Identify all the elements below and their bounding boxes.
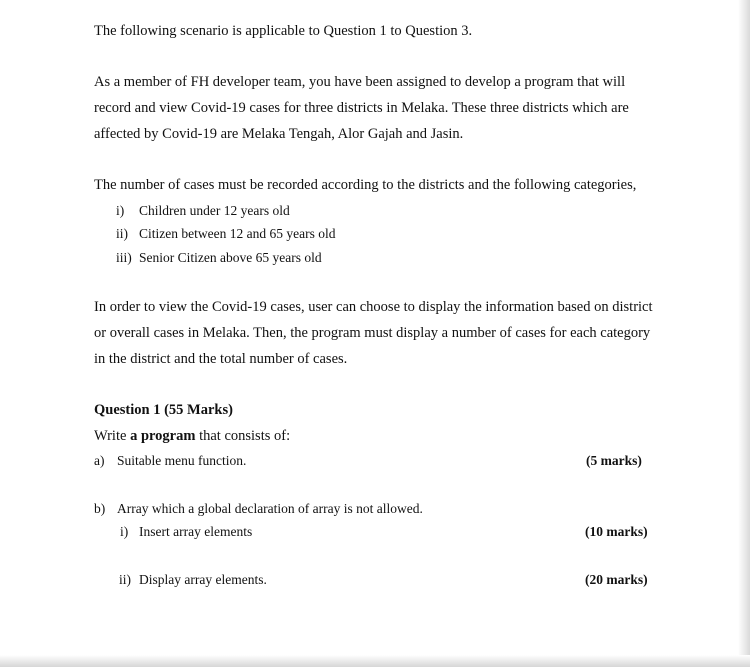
category-1-num: i) bbox=[116, 203, 125, 218]
item-b-num: b) bbox=[94, 501, 106, 516]
item-a-num: a) bbox=[94, 453, 105, 468]
item-b-ii-num: ii) bbox=[119, 572, 131, 587]
item-a-marks: (5 marks) bbox=[586, 453, 642, 468]
para3-line-2: or overall cases in Melaka. Then, the program must display a number of cases for each category bbox=[94, 325, 651, 341]
para3-line-3: in the district and the total number of cases. bbox=[94, 351, 348, 367]
question-title: Question 1 (55 Marks) bbox=[94, 402, 233, 418]
para1-line-3: affected by Covid-19 are Melaka Tengah, Alor Gajah and Jasin. bbox=[94, 126, 464, 142]
page-shadow-bottom bbox=[0, 655, 750, 667]
item-b-i-num: i) bbox=[120, 524, 129, 539]
page-shadow-right bbox=[738, 0, 750, 667]
item-b-ii-marks: (20 marks) bbox=[585, 572, 648, 587]
question-lead-pre: Write bbox=[94, 428, 131, 444]
item-b-i-text: Insert array elements bbox=[139, 524, 253, 539]
question-lead-bold: a program bbox=[130, 428, 196, 444]
item-b-text: Array which a global declaration of array is not allowed. bbox=[117, 501, 423, 516]
question-lead-post: that consists of: bbox=[195, 428, 291, 444]
category-1-text: Children under 12 years old bbox=[139, 203, 290, 218]
item-b-i-marks: (10 marks) bbox=[585, 524, 648, 539]
para3-line-1: In order to view the Covid-19 cases, user can choose to display the information based on district bbox=[94, 299, 653, 315]
para1-line-1: As a member of FH developer team, you have been assigned to develop a program that will bbox=[94, 74, 626, 90]
category-2-num: ii) bbox=[116, 226, 128, 241]
category-2-text: Citizen between 12 and 65 years old bbox=[139, 226, 336, 241]
intro-text: The following scenario is applicable to Question 1 to Question 3. bbox=[94, 23, 473, 39]
question-lead bbox=[94, 427, 290, 445]
item-a-text: Suitable menu function. bbox=[117, 453, 247, 468]
para2-lead: The number of cases must be recorded according to the districts and the following categories, bbox=[94, 177, 637, 193]
item-b-ii-text: Display array elements. bbox=[139, 572, 267, 587]
category-3-text: Senior Citizen above 65 years old bbox=[139, 250, 322, 265]
category-3-num: iii) bbox=[116, 250, 132, 265]
para1-line-2: record and view Covid-19 cases for three districts in Melaka. These three districts which are bbox=[94, 100, 629, 116]
